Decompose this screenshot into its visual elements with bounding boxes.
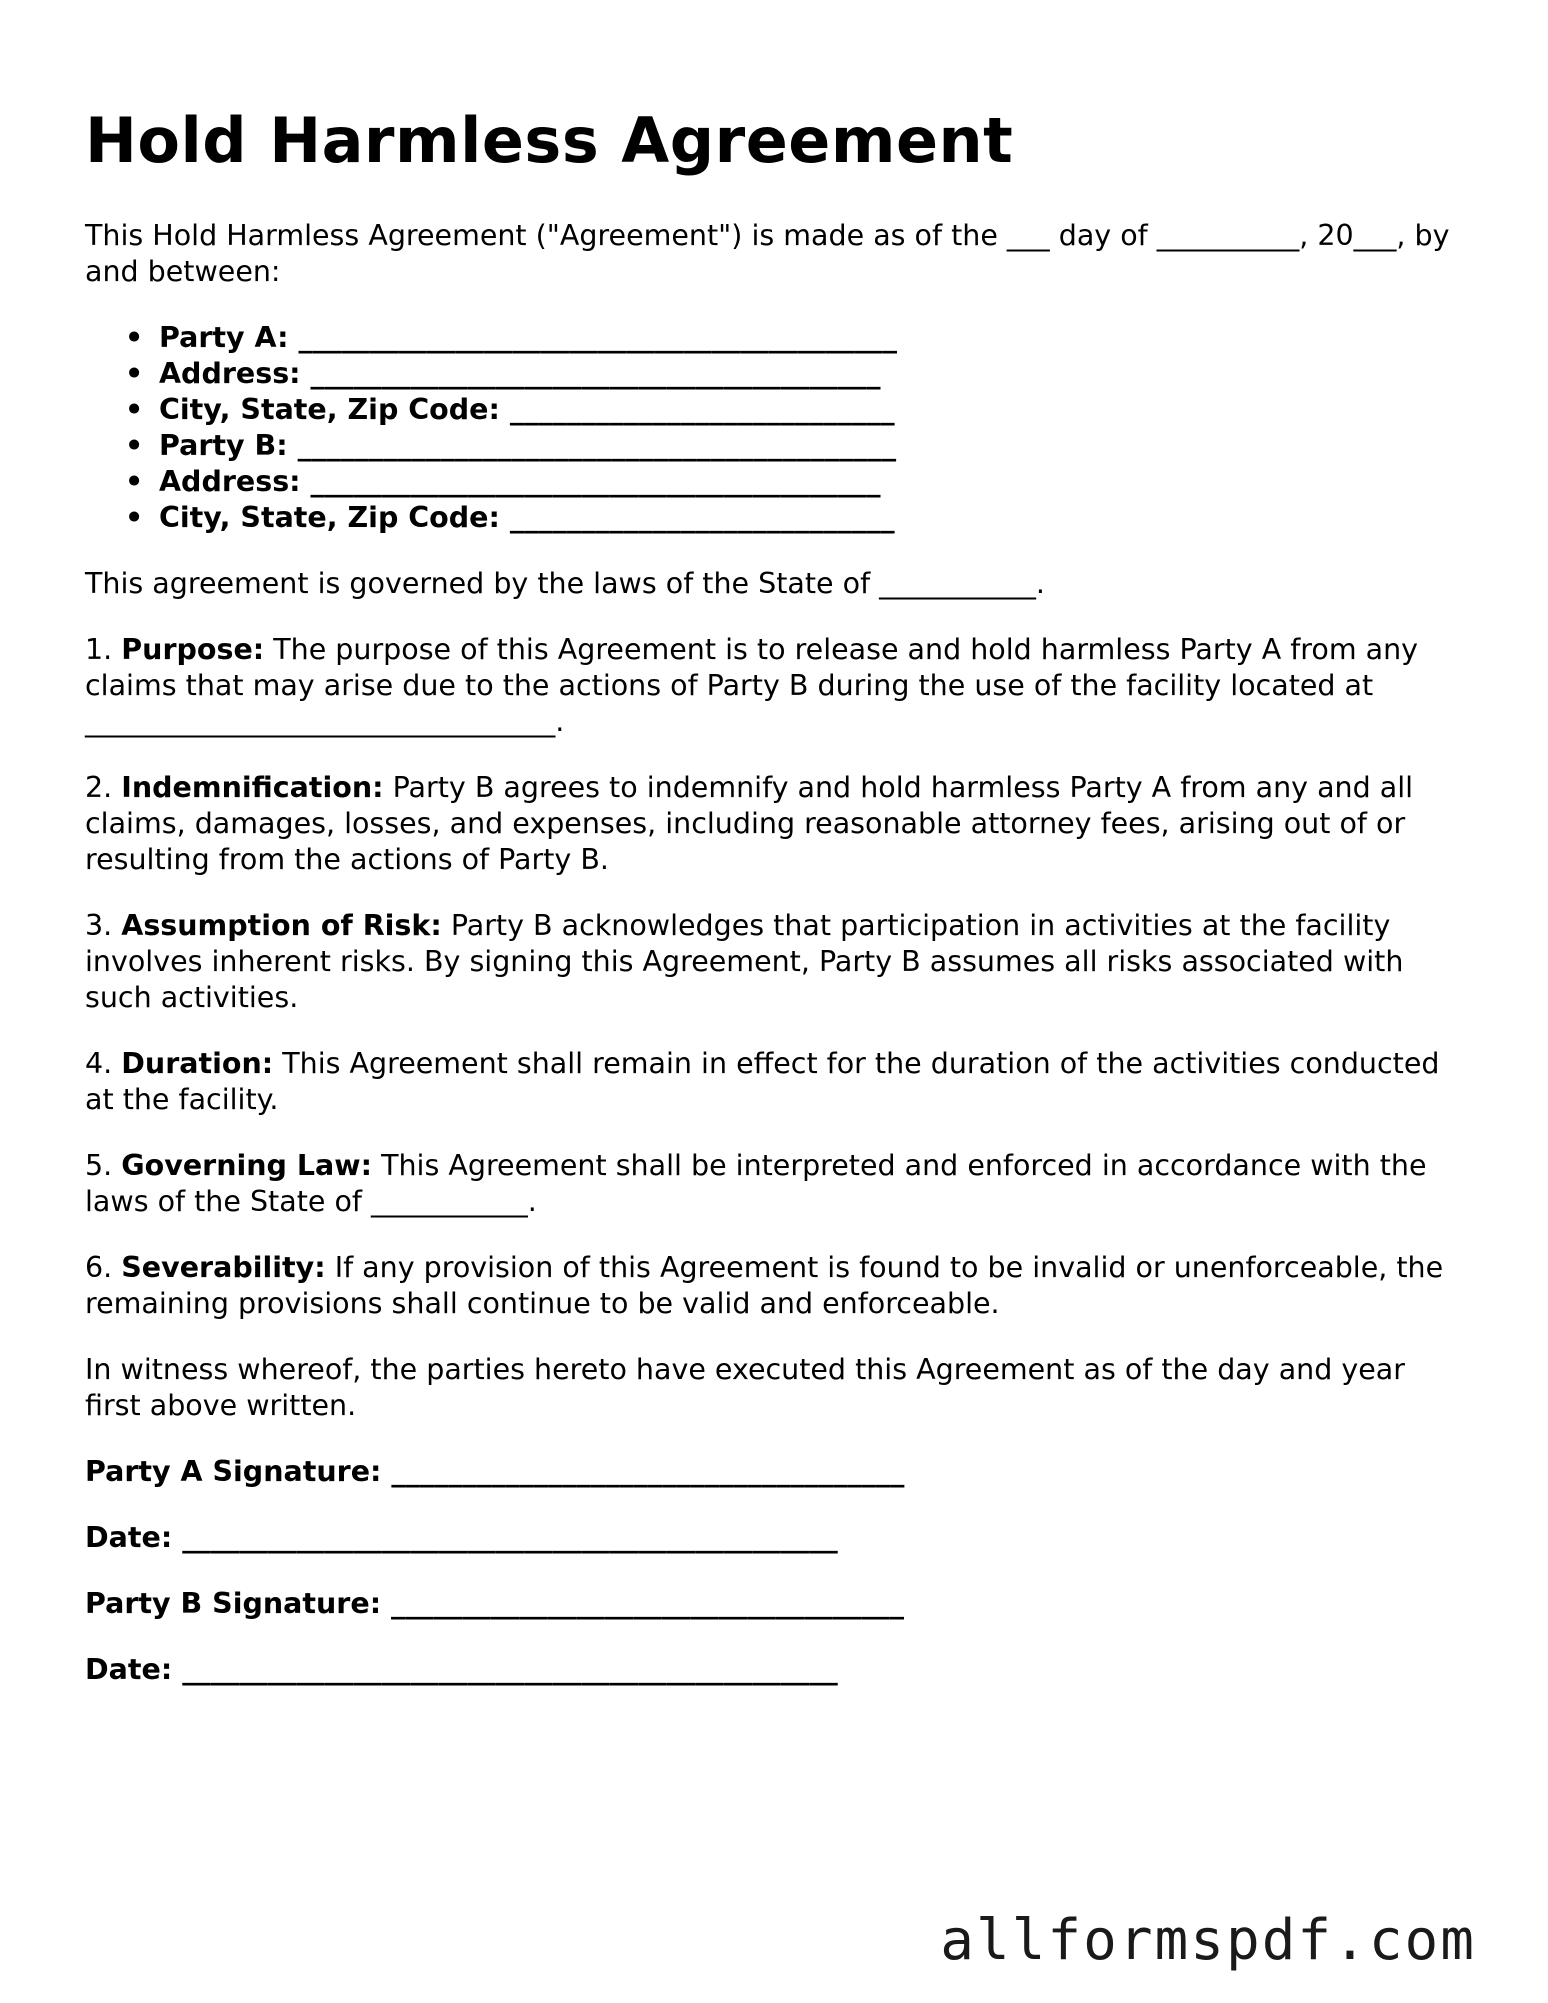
bullet-icon: • <box>125 393 144 426</box>
section-title: Purpose: <box>121 633 265 666</box>
bullet-icon: • <box>125 465 144 498</box>
document-title: Hold Harmless Agreement <box>85 104 1014 177</box>
document-page <box>85 100 1465 1718</box>
section-title: Indemnification: <box>121 771 384 804</box>
bullet-icon: • <box>125 429 144 462</box>
section-number: 5. <box>85 1149 113 1182</box>
witness-paragraph: In witness whereof, the parties hereto have executed this Agreement as of the day and year first above written. <box>85 1353 1405 1422</box>
section-assumption-of-risk <box>85 908 1465 1016</box>
section-text: This Agreement shall remain in effect for the duration of the activities conducted at the facility. <box>85 1047 1440 1116</box>
section-title: Severability: <box>121 1251 326 1284</box>
party-b-label: Party B: <box>159 429 288 462</box>
party-b-city-label: City, State, Zip Code: <box>159 501 500 534</box>
party-b-city-blank[interactable]: ___________________________ <box>509 501 895 534</box>
bullet-icon: • <box>125 501 144 534</box>
party-a-city-blank[interactable]: ___________________________ <box>509 393 895 426</box>
party-b-address-item <box>125 464 1465 500</box>
party-a-city-item <box>125 392 1465 428</box>
party-a-item <box>125 320 1465 356</box>
section-number: 2. <box>85 771 113 804</box>
section-text: If any provision of this Agreement is found to be invalid or unenforceable, the remaining provisions shall continue to be valid and enforceable. <box>85 1251 1444 1320</box>
section-title: Assumption of Risk: <box>121 909 442 942</box>
party-a-address-item <box>125 356 1465 392</box>
section-duration <box>85 1046 1465 1118</box>
intro-paragraph: This Hold Harmless Agreement ("Agreement") is made as of the ___ day of __________, 20___, by and between: <box>85 219 1450 288</box>
bullet-icon: • <box>125 321 144 354</box>
governed-paragraph: This agreement is governed by the laws of the State of ___________. <box>85 567 1045 600</box>
section-indemnification <box>85 770 1465 878</box>
party-b-date-blank[interactable]: ______________________________________________ <box>182 1653 838 1686</box>
section-text: The purpose of this Agreement is to release and hold harmless Party A from any claims that may arise due to the actions of Party B during the use of the facility located at _________________________________. <box>85 633 1419 738</box>
party-a-address-label: Address: <box>159 357 301 390</box>
party-a-date-blank[interactable]: ______________________________________________ <box>182 1521 838 1554</box>
party-a-date-line <box>85 1520 1465 1556</box>
section-number: 6. <box>85 1251 113 1284</box>
party-b-item <box>125 428 1465 464</box>
section-number: 3. <box>85 909 113 942</box>
site-watermark: allformspdf.com <box>940 1908 1476 1973</box>
party-a-blank[interactable]: __________________________________________ <box>298 321 897 354</box>
party-a-label: Party A: <box>159 321 289 354</box>
party-b-address-blank[interactable]: ________________________________________ <box>310 465 881 498</box>
section-text: Party B agrees to indemnify and hold harmless Party A from any and all claims, damages, losses, and expenses, including reasonable attorney fees, arising out of or resulting from the actions of Party B. <box>85 771 1414 876</box>
party-b-signature-blank[interactable]: ____________________________________ <box>391 1587 905 1620</box>
party-b-city-item <box>125 500 1465 536</box>
party-b-signature-line <box>85 1586 1465 1622</box>
section-purpose <box>85 632 1465 740</box>
party-b-signature-label: Party B Signature: <box>85 1587 382 1620</box>
party-a-signature-blank[interactable]: ____________________________________ <box>391 1455 905 1488</box>
section-title: Duration: <box>121 1047 274 1080</box>
section-text: Party B acknowledges that participation in activities at the facility involves inherent risks. By signing this Agreement, Party B assumes all risks associated with such activities. <box>85 909 1404 1014</box>
section-title: Governing Law: <box>121 1149 372 1182</box>
party-b-address-label: Address: <box>159 465 301 498</box>
party-a-city-label: City, State, Zip Code: <box>159 393 500 426</box>
party-a-date-label: Date: <box>85 1521 173 1554</box>
parties-list <box>85 320 1465 536</box>
party-a-signature-line <box>85 1454 1465 1490</box>
section-severability <box>85 1250 1465 1322</box>
section-number: 1. <box>85 633 113 666</box>
party-b-date-line <box>85 1652 1465 1688</box>
section-text: This Agreement shall be interpreted and enforced in accordance with the laws of the State of ___________. <box>85 1149 1427 1218</box>
party-b-blank[interactable]: __________________________________________ <box>297 429 897 462</box>
party-a-address-blank[interactable]: ________________________________________ <box>310 357 881 390</box>
party-b-date-label: Date: <box>85 1653 173 1686</box>
section-governing-law <box>85 1148 1465 1220</box>
section-number: 4. <box>85 1047 113 1080</box>
bullet-icon: • <box>125 357 144 390</box>
party-a-signature-label: Party A Signature: <box>85 1455 382 1488</box>
